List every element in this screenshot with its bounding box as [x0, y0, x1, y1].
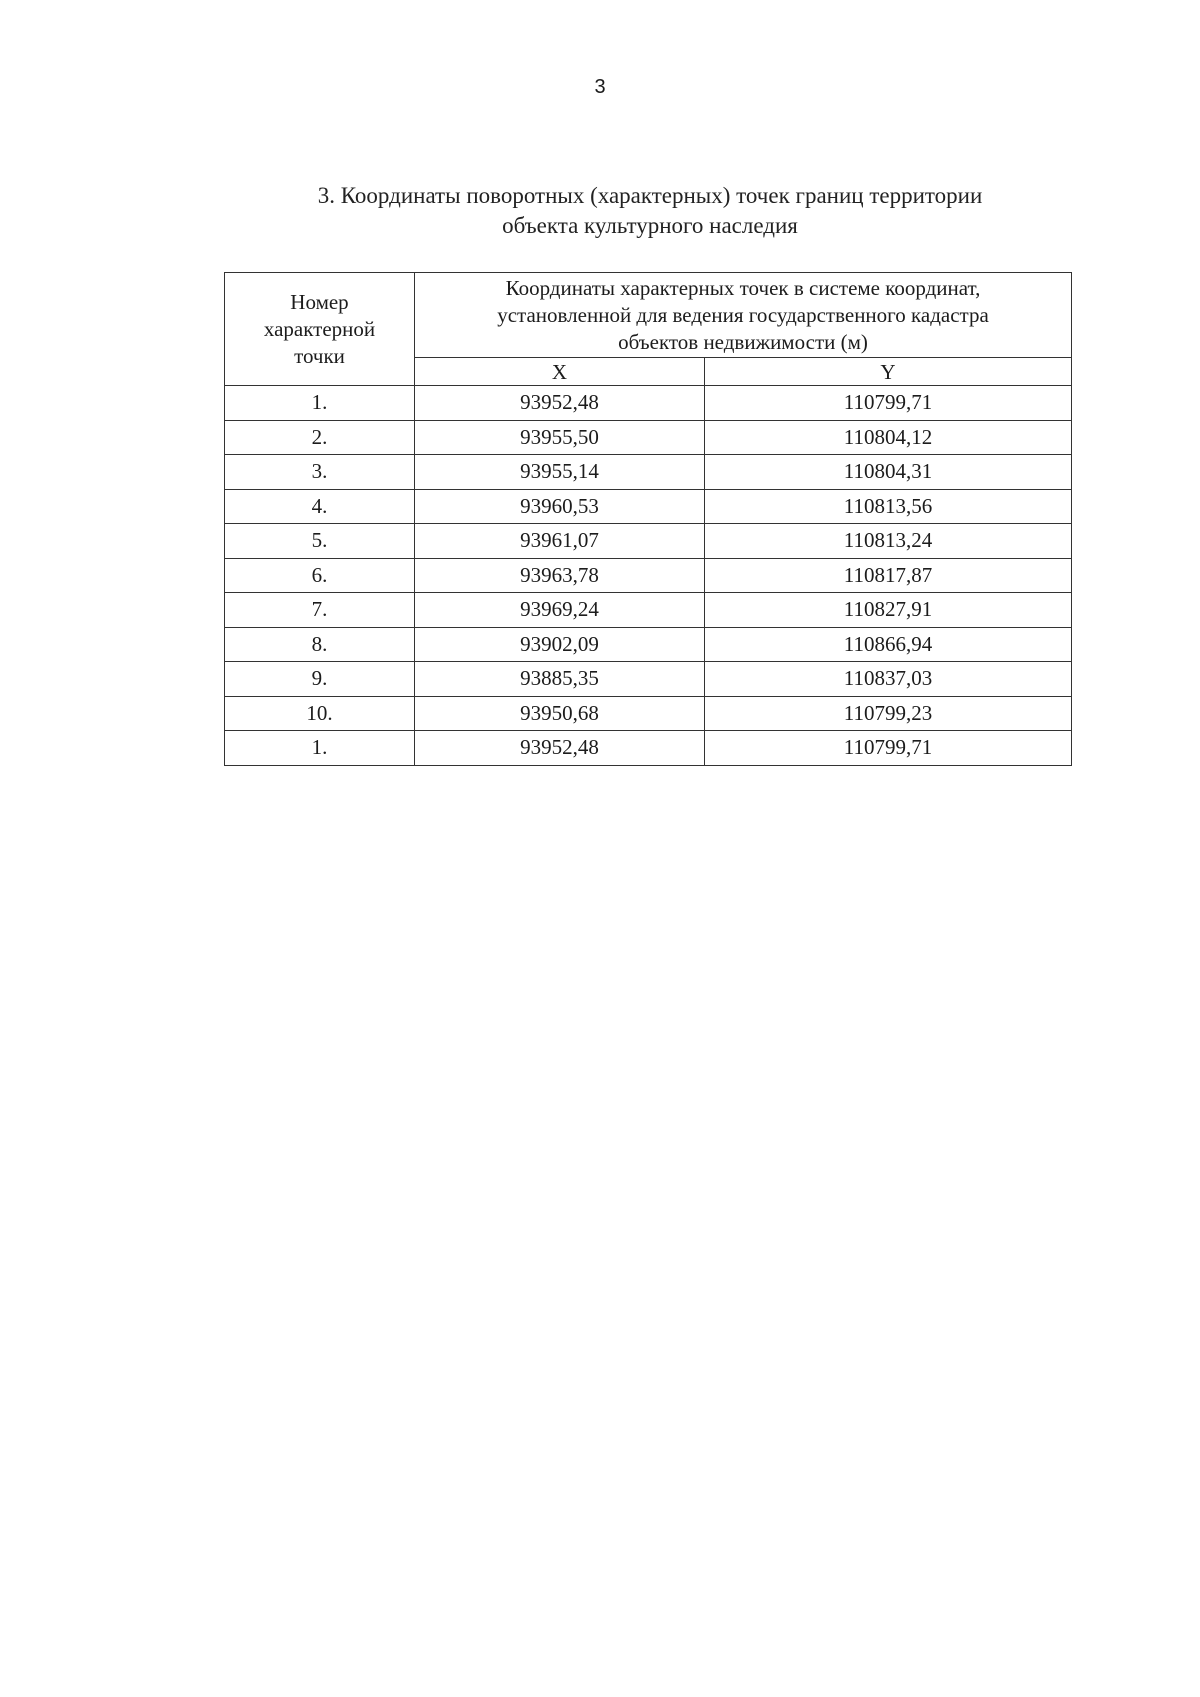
y-coordinate-cell: 110804,12	[705, 420, 1072, 455]
y-coordinate-cell: 110804,31	[705, 455, 1072, 490]
y-column-header: Y	[705, 358, 1072, 386]
y-coordinate-cell: 110827,91	[705, 593, 1072, 628]
table-row	[225, 489, 1072, 524]
x-coordinate-cell: 93961,07	[415, 524, 705, 559]
x-coordinate-cell: 93955,14	[415, 455, 705, 490]
point-number-cell: 9.	[225, 662, 415, 697]
y-coordinate-cell: 110799,71	[705, 386, 1072, 421]
table-row	[225, 731, 1072, 766]
point-number-cell: 1.	[225, 386, 415, 421]
point-number-cell: 3.	[225, 455, 415, 490]
table-row	[225, 455, 1072, 490]
point-number-cell: 5.	[225, 524, 415, 559]
y-coordinate-cell: 110817,87	[705, 558, 1072, 593]
table-row	[225, 696, 1072, 731]
point-number-header-line: Номер	[290, 289, 349, 314]
x-coordinate-cell: 93960,53	[415, 489, 705, 524]
point-number-cell: 1.	[225, 731, 415, 766]
x-coordinate-cell: 93955,50	[415, 420, 705, 455]
y-coordinate-cell: 110813,24	[705, 524, 1072, 559]
x-coordinate-cell: 93952,48	[415, 386, 705, 421]
coordinates-header-line: объектов недвижимости (м)	[618, 329, 868, 354]
x-column-header: X	[415, 358, 705, 386]
heading-line-1: 3. Координаты поворотных (характерных) точек границ территории	[317, 183, 983, 208]
coordinates-table	[224, 272, 1072, 766]
coordinates-header	[415, 273, 1072, 358]
x-coordinate-cell: 93969,24	[415, 593, 705, 628]
y-coordinate-cell: 110799,71	[705, 731, 1072, 766]
coordinates-header-line: установленной для ведения государственного кадастра	[497, 302, 989, 327]
x-coordinate-cell: 93963,78	[415, 558, 705, 593]
point-number-cell: 7.	[225, 593, 415, 628]
page-number: 3	[594, 76, 606, 98]
point-number-cell: 8.	[225, 627, 415, 662]
x-coordinate-cell: 93952,48	[415, 731, 705, 766]
point-number-header	[225, 273, 415, 386]
point-number-cell: 4.	[225, 489, 415, 524]
y-coordinate-cell: 110837,03	[705, 662, 1072, 697]
table-row	[225, 593, 1072, 628]
y-coordinate-cell: 110799,23	[705, 696, 1072, 731]
point-number-header-line: характерной	[263, 316, 376, 341]
section-heading	[0, 181, 1200, 241]
table-row	[225, 420, 1072, 455]
point-number-cell: 10.	[225, 696, 415, 731]
x-coordinate-cell: 93950,68	[415, 696, 705, 731]
table-row	[225, 386, 1072, 421]
x-coordinate-cell: 93902,09	[415, 627, 705, 662]
table-row	[225, 558, 1072, 593]
point-number-cell: 6.	[225, 558, 415, 593]
point-number-cell: 2.	[225, 420, 415, 455]
table-row	[225, 627, 1072, 662]
point-number-header-line: точки	[294, 343, 345, 368]
table-row	[225, 662, 1072, 697]
x-coordinate-cell: 93885,35	[415, 662, 705, 697]
y-coordinate-cell: 110813,56	[705, 489, 1072, 524]
y-coordinate-cell: 110866,94	[705, 627, 1072, 662]
table-body	[225, 386, 1072, 766]
table-row	[225, 524, 1072, 559]
heading-line-2: объекта культурного наследия	[502, 213, 798, 238]
coordinates-header-line: Координаты характерных точек в системе координат,	[505, 275, 981, 300]
